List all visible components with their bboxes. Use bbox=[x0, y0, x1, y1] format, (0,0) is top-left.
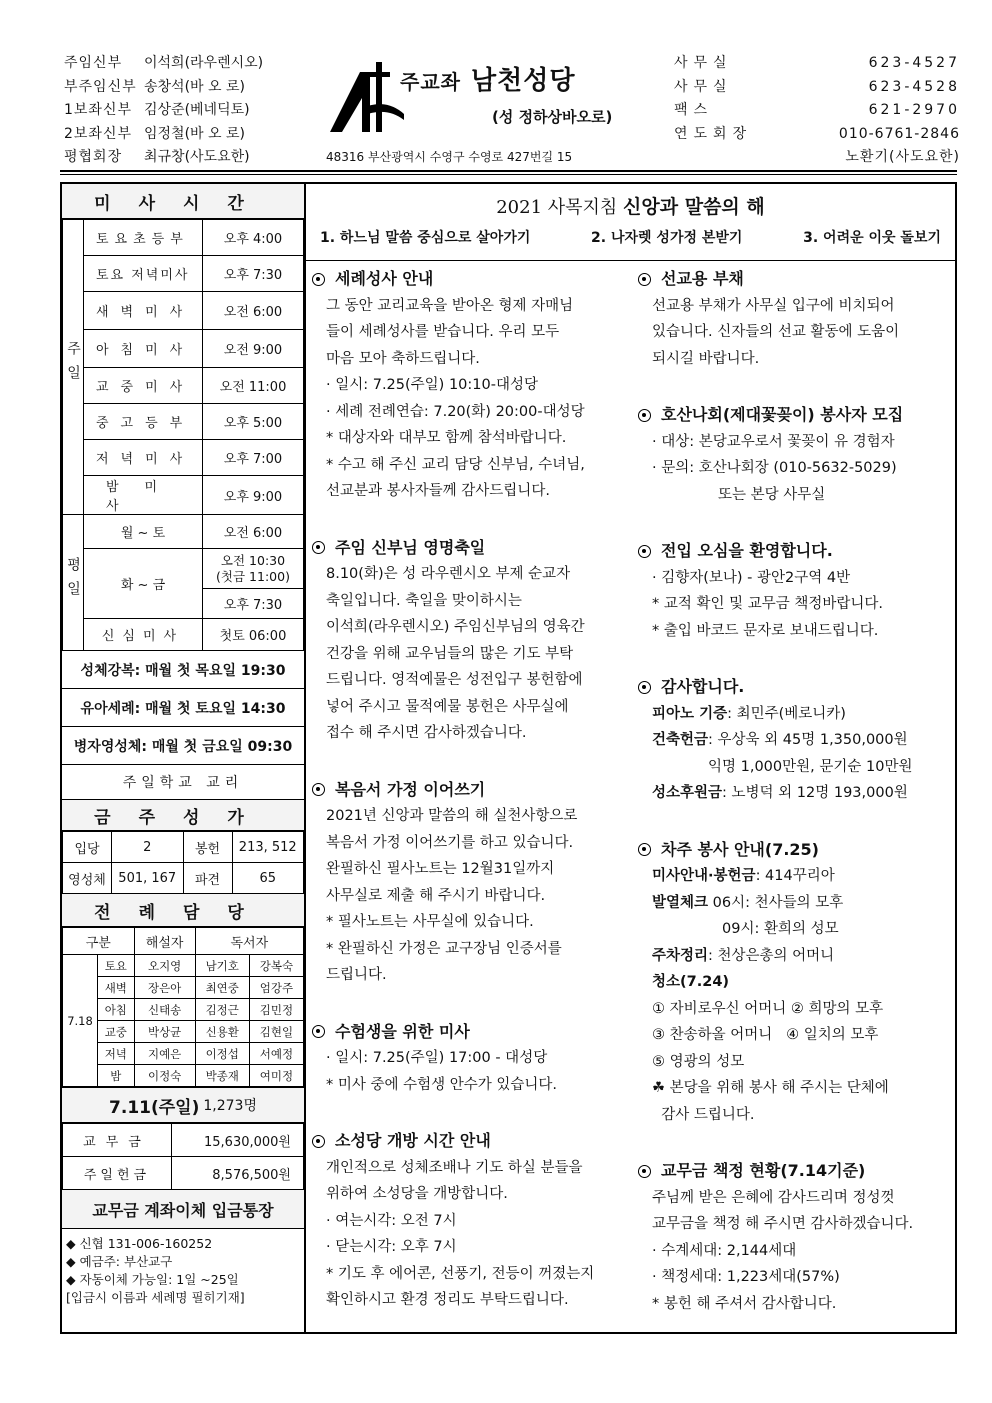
notice-service: 차주 봉사 안내(7.25) 미사안내·봉헌금: 414꾸리아 발열체크 06시: 천사들의 모후 09시: 환희의 성모 주차정리: 천상은총의 어머니 청소(7.24) ① 자비로우신 어머니 ② 희망의 모후 ③ 찬송하올 어머니 ④ 일치의 모후 ⑤ 영광의 성모 ☘ 본당을 위해 봉사 해 주시는 단체에 감사 드립니다. bbox=[638, 837, 950, 1129]
banner-goals: 1. 하느님 말씀 중심으로 살아가기 2. 나자렛 성가정 본받기 3. 어려운 이웃 돌보기 bbox=[320, 230, 941, 246]
table-row: 토요 저녁미사 오후 7:30 bbox=[63, 256, 304, 292]
mass-note: 유아세례: 매월 첫 토요일 14:30 bbox=[62, 689, 304, 727]
header-divider bbox=[60, 170, 957, 172]
notice-hosanna: 호산나회(제대꽃꽂이) 봉사자 모집 · 대상: 본당교우로서 꽃꽂이 유 경험자 · 문의: 호산나회장 (010-5632-5029) 또는 본당 사무실 bbox=[638, 402, 950, 508]
table-row: 주일헌금 8,576,500원 bbox=[63, 1157, 304, 1190]
table-row: 아침미사 오전 9:00 bbox=[63, 330, 304, 368]
staff-row: 부주임신부 송창석(바 오 로) bbox=[64, 78, 245, 95]
pastoral-banner bbox=[306, 184, 955, 261]
main-content bbox=[306, 182, 957, 1334]
staff-row: 1보좌신부 김상준(베네딕토) bbox=[64, 102, 250, 118]
staff-row: 2보좌신부 임정철(바 오 로) bbox=[64, 125, 245, 142]
circle-bullet-icon bbox=[638, 545, 651, 558]
bank-details: ◆ 신협 131-006-160252 ◆ 예금주: 부산교구 ◆ 자동이체 가능일: 1일 ~25일 [입금시 이름과 세례명 필히기재] bbox=[66, 1236, 245, 1305]
liturgy-heading: 전례담당 bbox=[62, 894, 304, 927]
circle-bullet-icon bbox=[312, 541, 325, 554]
notice-column-left bbox=[312, 266, 618, 1344]
notice-fan: 선교용 부채 선교용 부채가 사무실 입구에 비치되어 있습니다. 신자들의 선교 활동에 도움이 되시길 바랍니다. bbox=[638, 266, 950, 372]
contact-row: 연도회장 010-6761-2846 bbox=[674, 125, 960, 142]
table-row: 영성체 501, 167 파견 65 bbox=[63, 863, 304, 894]
header-divider bbox=[60, 174, 957, 175]
banner-title: 2021 사목지침 신앙과 말씀의 해 bbox=[496, 196, 765, 218]
contact-person: 노환기(사도요한) bbox=[845, 149, 960, 165]
table-row: 밤 이정숙 박종재 여미정 bbox=[63, 1065, 304, 1087]
table-row: 중고등부 오후 5:00 bbox=[63, 404, 304, 440]
hymns-table bbox=[62, 831, 304, 894]
contact-list bbox=[674, 52, 960, 170]
hymns-heading: 금주성가 bbox=[62, 800, 304, 831]
parish-address: 48316 부산광역시 수영구 수영로 427번길 15 bbox=[326, 150, 573, 164]
notice-chapel: 소성당 개방 시간 안내 개인적으로 성체조배나 기도 하실 분들을 위하여 소성당을 개방합니다. · 여는시각: 오전 7시 · 닫는시각: 오후 7시 * 기도 후 에어콘, 선풍기, 전등이 꺼졌는지 확인하시고 환경 정리도 부탁드립니다. bbox=[312, 1128, 618, 1314]
left-sidebar bbox=[60, 182, 306, 1334]
circle-bullet-icon bbox=[638, 681, 651, 694]
table-row: 구분 해설자 독서자 bbox=[63, 928, 304, 955]
table-row: 7.18 토요 오지영 남기호 강복숙 bbox=[63, 955, 304, 977]
offering-table bbox=[62, 1123, 304, 1190]
table-row: 주일 토요초등부 오후 4:00 bbox=[63, 220, 304, 256]
bank-heading: 교무금 계좌이체 입금통장 bbox=[62, 1190, 304, 1229]
notice-exam-mass: 수험생을 위한 미사 · 일시: 7.25(주일) 17:00 - 대성당 * 미사 중에 수험생 안수가 있습니다. bbox=[312, 1019, 618, 1099]
parish-logo-icon bbox=[326, 58, 406, 136]
bulletin-header bbox=[60, 48, 960, 170]
table-row: 저녁미사 오후 7:00 bbox=[63, 440, 304, 476]
mass-times-heading: 미사시간 bbox=[62, 184, 304, 219]
attendance-heading: 7.11(주일) 1,273명 bbox=[62, 1087, 304, 1123]
table-row: 화 ~ 금 오전 10:30 (첫금 11:00) bbox=[63, 549, 304, 589]
staff-row: 평협회장 최규창(사도요한) bbox=[64, 149, 250, 165]
circle-bullet-icon bbox=[638, 409, 651, 422]
table-row: 교중 박상균 신용환 김현일 bbox=[63, 1021, 304, 1043]
weekday-label: 평일 bbox=[63, 515, 84, 651]
staff-row: 주임신부 이석희(라우렌시오) bbox=[64, 55, 264, 71]
table-row: 새벽 장은아 최연중 엄강주 bbox=[63, 977, 304, 999]
liturgy-table bbox=[62, 927, 304, 1087]
bulletin-page bbox=[60, 48, 960, 1334]
notice-baptism: 세례성사 안내 그 동안 교리교육을 받아온 형제 자매님 들이 세례성사를 받습니다. 우리 모두 마음 모아 축하드립니다. · 일시: 7.25(주일) 10:10-대성당 · 세례 전례연습: 7.20(화) 20:00-대성당 * 대상자와 대부모 함께 참석바랍니다. * 수고 해 주신 교리 담당 신부님, 수녀님, 선교분과 봉사자들께 감사드립니다. bbox=[312, 266, 618, 505]
notice-column-right bbox=[638, 266, 950, 1347]
notice-thanks: 감사합니다. 피아노 기증: 최민주(베로니카) 건축헌금: 우상욱 외 45명 1,350,000원 익명 1,000만원, 문기순 10만원 성소후원금: 노병덕 외 12명 193,000원 bbox=[638, 674, 950, 807]
circle-bullet-icon bbox=[312, 273, 325, 286]
contact-row: 사무실 623-4527 bbox=[674, 55, 960, 71]
table-row: 아침 신태송 김정근 김민정 bbox=[63, 999, 304, 1021]
contact-row: 팩스 621-2970 bbox=[674, 102, 960, 118]
staff-list bbox=[64, 52, 324, 170]
table-row: 밤미사 오후 9:00 bbox=[63, 476, 304, 515]
table-row: 교무금 15,630,000원 bbox=[63, 1124, 304, 1157]
table-row: 입당 2 봉헌 213, 512 bbox=[63, 832, 304, 863]
table-row: 평일 월 ~ 토 오전 6:00 bbox=[63, 515, 304, 549]
notice-welcome: 전입 오심을 환영합니다. · 김향자(보나) - 광안2구역 4반 * 교적 확인 및 교무금 책정바랍니다. * 출입 바코드 문자로 보내드립니다. bbox=[638, 538, 950, 644]
circle-bullet-icon bbox=[312, 1025, 325, 1038]
contact-row bbox=[674, 146, 960, 170]
table-row: 새벽미사 오전 6:00 bbox=[63, 292, 304, 330]
sunday-school-label: 주일학교 교리 bbox=[62, 765, 304, 800]
circle-bullet-icon bbox=[312, 783, 325, 796]
sunday-label: 주일 bbox=[63, 220, 84, 515]
circle-bullet-icon bbox=[638, 1165, 651, 1178]
mass-note: 병자영성체: 매월 첫 금요일 09:30 bbox=[62, 727, 304, 765]
notice-feast: 주임 신부님 영명축일 8.10(화)은 성 라우렌시오 부제 순교자 축일입니다. 축일을 맞이하시는 이석희(라우렌시오) 주임신부님의 영육간 건강을 위해 교우님들의 많은 기도 부탁 드립니다. 영적예물은 성전입구 봉헌함에 넣어 주시고 물적예물 봉헌은 사무실에 접수 해 주시면 감사하겠습니다. bbox=[312, 535, 618, 747]
mass-times-table bbox=[62, 219, 304, 651]
mass-note: 성체강복: 매월 첫 목요일 19:30 bbox=[62, 651, 304, 689]
table-row: 오후 7:30 bbox=[63, 589, 304, 619]
table-row: 신심미사 첫토 06:00 bbox=[63, 619, 304, 651]
circle-bullet-icon bbox=[638, 843, 651, 856]
table-row: 교중미사 오전 11:00 bbox=[63, 368, 304, 404]
parish-subtitle: (성 정하상바오로) bbox=[492, 108, 613, 126]
contact-row: 사무실 623-4528 bbox=[674, 78, 960, 95]
circle-bullet-icon bbox=[312, 1135, 325, 1148]
table-row: 저녁 지예은 이정섭 서예정 bbox=[63, 1043, 304, 1065]
circle-bullet-icon bbox=[638, 273, 651, 286]
notice-dues: 교무금 책정 현황(7.14기준) 주님께 받은 은혜에 감사드리며 정성껏 교무금을 책정 해 주시면 감사하겠습니다. · 수계세대: 2,144세대 · 책정세대: 1,223세대(57%) * 봉헌 해 주셔서 감사합니다. bbox=[638, 1158, 950, 1317]
notice-gospel: 복음서 가정 이어쓰기 2021년 신앙과 말씀의 해 실천사항으로 복음서 가정 이어쓰기를 하고 있습니다. 완필하신 필사노트는 12월31일까지 사무실로 제출 해 주시기 바랍니다. * 필사노트는 사무실에 있습니다. * 완필하신 가정은 교구장님 인증서를 드립니다. bbox=[312, 777, 618, 989]
parish-title: 주교좌 남천성당 bbox=[400, 66, 576, 96]
